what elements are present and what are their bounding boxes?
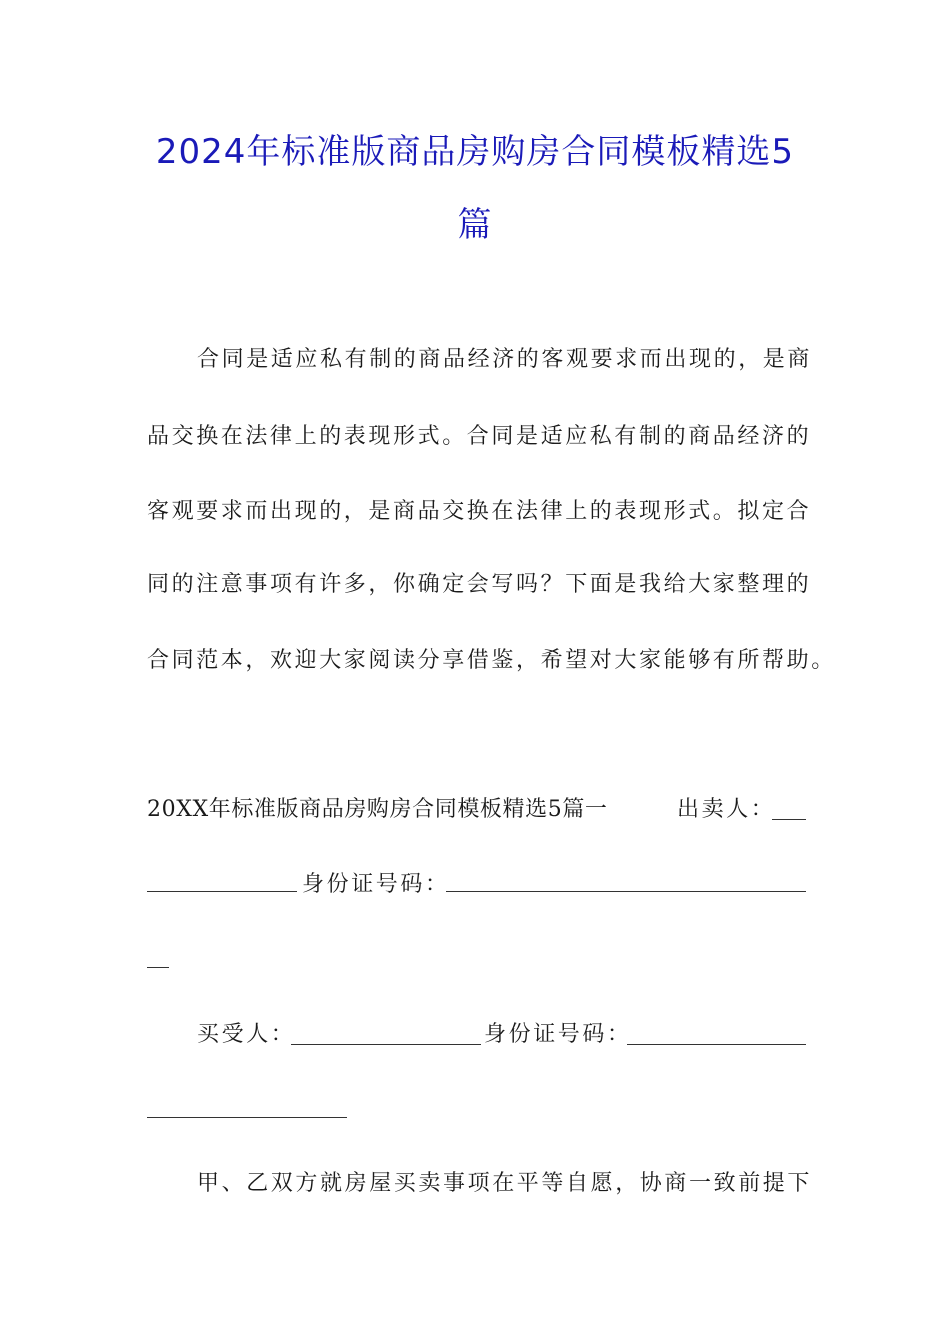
seller-blank-line[interactable] — [772, 818, 806, 820]
seller-id-blank-continued[interactable] — [147, 966, 169, 968]
seller-label: 出卖人： — [677, 797, 776, 822]
intro-line-2: 品交换在法律上的表现形式。合同是适应私有制的商品经济的 — [147, 424, 812, 449]
buyer-id-blank-continued[interactable] — [147, 1116, 347, 1118]
agreement-line: 甲、乙双方就房屋买卖事项在平等自愿，协商一致前提下 — [197, 1171, 813, 1196]
buyer-label: 买受人： — [197, 1022, 296, 1047]
buyer-id-label: 身份证号码： — [484, 1022, 632, 1047]
section-heading: 20XX年标准版商品房购房合同模板精选5篇一 — [147, 797, 608, 822]
document-title-line-1: 2024年标准版商品房购房合同模板精选5 — [155, 132, 795, 172]
intro-line-1: 合同是适应私有制的商品经济的客观要求而出现的，是商 — [197, 347, 813, 372]
seller-name-blank[interactable] — [147, 890, 297, 892]
seller-id-label: 身份证号码： — [302, 872, 450, 897]
seller-id-blank[interactable] — [446, 890, 806, 892]
document-title-line-2: 篇 — [457, 205, 493, 245]
intro-line-4: 同的注意事项有许多，你确定会写吗？下面是我给大家整理的 — [147, 572, 812, 597]
buyer-id-blank[interactable] — [627, 1043, 806, 1045]
intro-line-5: 合同范本，欢迎大家阅读分享借鉴，希望对大家能够有所帮助。 — [147, 648, 836, 673]
intro-line-3: 客观要求而出现的，是商品交换在法律上的表现形式。拟定合 — [147, 499, 812, 524]
buyer-name-blank[interactable] — [291, 1043, 481, 1045]
